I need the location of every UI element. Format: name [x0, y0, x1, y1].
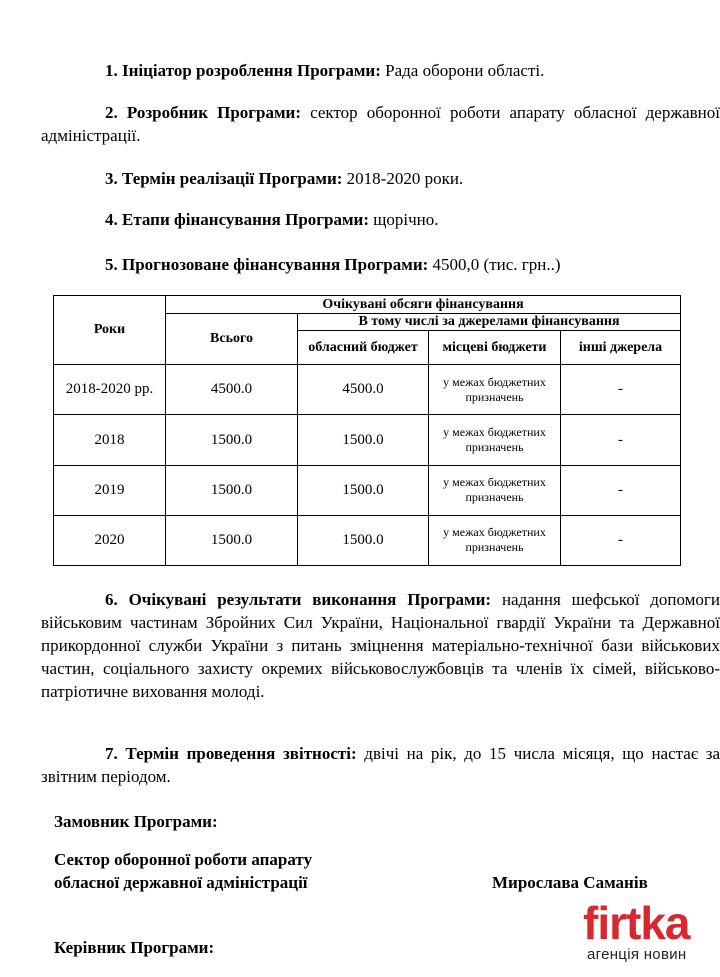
financing-table	[53, 295, 681, 566]
cell-regional: 1500.0	[298, 415, 429, 465]
cell-other: -	[561, 515, 681, 565]
item-3	[105, 167, 463, 190]
item-3-label: 3. Термін реалізації Програми:	[105, 169, 343, 188]
header-total: Всього	[166, 314, 298, 365]
cell-total: 1500.0	[166, 465, 298, 515]
item-4-text: щорічно.	[373, 210, 439, 229]
item-3-text: 2018-2020 роки.	[346, 169, 464, 188]
header-regional-budget: обласний бюджет	[298, 331, 429, 365]
head-heading: Керівник Програми:	[54, 938, 215, 957]
item-5-text: 4500,0 (тис. грн..)	[432, 255, 561, 274]
cell-year: 2018-2020 рр.	[54, 365, 166, 415]
cell-local: у межах бюджетних призначень	[429, 515, 561, 565]
cell-local: у межах бюджетних призначень	[429, 365, 561, 415]
cell-regional: 4500.0	[298, 365, 429, 415]
item-2-text: сектор оборонної роботи апарату обласної державної адміністрації.	[41, 103, 720, 145]
cell-local: у межах бюджетних призначень	[429, 465, 561, 515]
org-line-1: Сектор оборонної роботи апарату	[54, 850, 313, 869]
cell-other: -	[561, 465, 681, 515]
cell-local: у межах бюджетних призначень	[429, 415, 561, 465]
item-7	[41, 742, 720, 788]
item-1	[105, 59, 544, 82]
cell-year: 2019	[54, 465, 166, 515]
header-years: Роки	[54, 296, 166, 365]
table-row	[54, 465, 681, 515]
item-2-label: 2. Розробник Програми:	[105, 103, 301, 122]
table-row	[54, 515, 681, 565]
item-1-label: 1. Ініціатор розроблення Програми:	[105, 61, 381, 80]
item-7-label: 7. Термін проведення звітності:	[105, 744, 357, 763]
cell-regional: 1500.0	[298, 465, 429, 515]
item-6-text: надання шефської допомоги військовим частинам Збройних Сил України, Національної гвардії України та Державної прикордонної служби України з питань зміцнення матеріально-технічної бази військових частин, соціального захисту окремих військовослужбовців та членів їх сімей, військово-патріотичне виховання молоді.	[41, 590, 720, 701]
cell-year: 2018	[54, 415, 166, 465]
table-row	[54, 365, 681, 415]
logo-tagline: агенція новин	[587, 946, 687, 963]
signatory-name: Мирослава Саманів	[492, 873, 648, 892]
item-1-text: Рада оборони області.	[385, 61, 545, 80]
org-line-2: обласної державної адміністрації	[54, 873, 308, 892]
cell-total: 4500.0	[166, 365, 298, 415]
cell-other: -	[561, 415, 681, 465]
cell-total: 1500.0	[166, 415, 298, 465]
item-6	[41, 588, 720, 703]
header-local-budgets: місцеві бюджети	[429, 331, 561, 365]
item-4	[105, 208, 438, 231]
customer-heading: Замовник Програми:	[54, 812, 218, 831]
item-6-label: 6. Очікувані результати виконання Програми:	[105, 590, 492, 609]
firtka-logo	[583, 897, 713, 970]
item-2	[41, 101, 720, 147]
item-7-text: двічі на рік, до 15 числа місяця, що настає за звітним періодом.	[41, 744, 720, 786]
cell-other: -	[561, 365, 681, 415]
cell-year: 2020	[54, 515, 166, 565]
cell-regional: 1500.0	[298, 515, 429, 565]
header-expected-financing: Очікувані обсяги фінансування	[166, 296, 681, 314]
header-other-sources: інші джерела	[561, 331, 681, 365]
item-5	[105, 253, 561, 276]
logo-wordmark: firtka	[583, 897, 690, 949]
item-4-label: 4. Етапи фінансування Програми:	[105, 210, 370, 229]
table-row	[54, 415, 681, 465]
item-5-label: 5. Прогнозоване фінансування Програми:	[105, 255, 429, 274]
cell-total: 1500.0	[166, 515, 298, 565]
header-sources: В тому числі за джерелами фінансування	[298, 314, 681, 331]
